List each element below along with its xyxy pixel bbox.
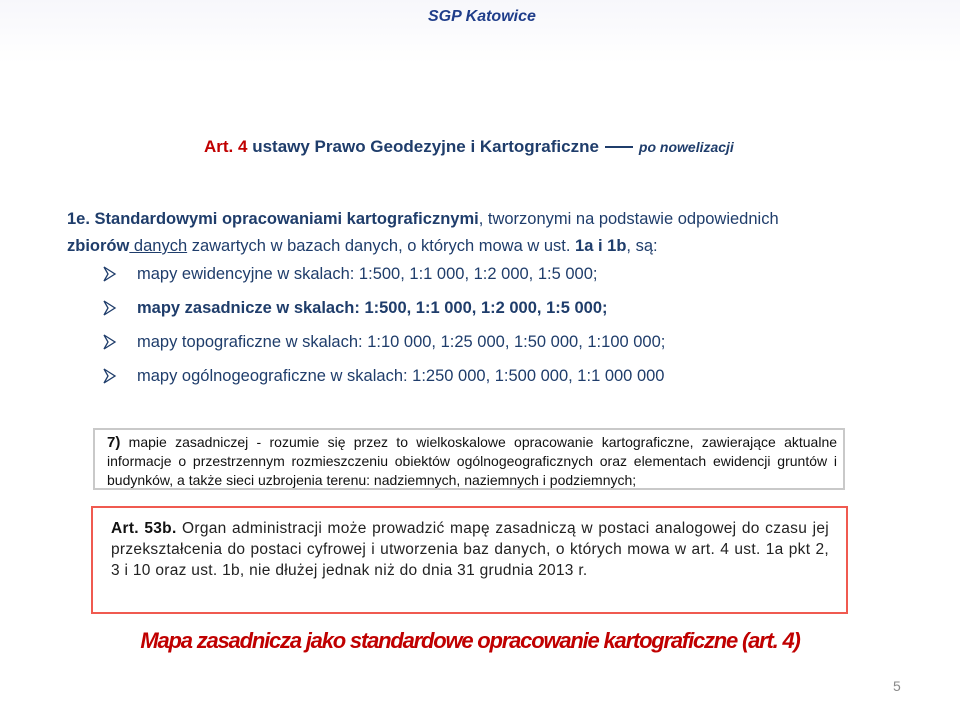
list-item-text: mapy ogólnogeograficzne w skalach: 1:250 000, 1:500 000, 1:1 000 000 (137, 367, 665, 385)
paragraph-part3: , są: (626, 237, 658, 255)
list-item-text: mapy zasadnicze w skalach: 1:500, 1:1 000, 1:2 000, 1:5 000; (137, 299, 608, 317)
act-name: ustawy Prawo Geodezyjne i Kartograficzne (252, 137, 599, 156)
paragraph-danych: danych (129, 237, 188, 255)
arrow-bullet-icon (103, 334, 117, 350)
definition-box (93, 428, 845, 490)
article-number: Art. 4 (204, 137, 248, 156)
definition-box-text (107, 433, 837, 490)
art53b-box (91, 506, 848, 614)
amendment-note: po nowelizacji (638, 139, 734, 155)
footer-title: Mapa zasadnicza jako standardowe opracowanie kartograficzne (art. 4) (140, 628, 800, 653)
definition-text: mapie zasadniczej - rozumie się przez to wielkoskalowe opracowanie kartograficzne, zawierające aktualne informacje o przestrzennym rozmieszczeniu obiektów ogólnogeograficznych oraz elementach ewidencji gruntów i budynków, a także sieci uzbrojenia terenu: nadziemnych, naziemnych i podziemnych; (107, 434, 838, 488)
art53b-text: Organ administracji może prowadzić mapę zasadniczą w postaci analogowej do czasu jej przekształcenia do postaci cyfrowej i utworzenia baz danych, o których mowa w art. 4 ust. 1a pkt 2, 3 i 10 oraz ust. 1b, nie dłużej jednak niż do dnia 31 grudnia 2013 r. (111, 520, 830, 579)
paragraph-part1: , tworzonymi na podstawie odpowiednich (478, 210, 779, 228)
dash-divider (605, 146, 633, 148)
arrow-bullet-icon (103, 266, 117, 282)
paragraph-part2: zawartych w bazach danych, o których mowa w ust. (187, 237, 576, 255)
arrow-bullet-icon (103, 300, 117, 316)
art53b-text-block (111, 518, 829, 581)
paragraph-lead: 1e. Standardowymi opracowaniami kartograficznymi (67, 210, 479, 228)
list-item-text: mapy topograficzne w skalach: 1:10 000, 1:25 000, 1:50 000, 1:100 000; (137, 333, 666, 351)
art53b-label: Art. 53b. (111, 520, 177, 537)
definition-paragraph (67, 206, 927, 260)
header-title: SGP Katowice (428, 8, 536, 25)
definition-number: 7) (107, 434, 121, 451)
list-item-text: mapy ewidencyjne w skalach: 1:500, 1:1 000, 1:2 000, 1:5 000; (137, 265, 598, 283)
paragraph-ref: 1a i 1b (575, 237, 627, 255)
arrow-bullet-icon (103, 368, 117, 384)
page-number: 5 (893, 678, 901, 694)
article-title (204, 137, 734, 157)
paragraph-zbiorow: zbiorów (67, 237, 130, 255)
